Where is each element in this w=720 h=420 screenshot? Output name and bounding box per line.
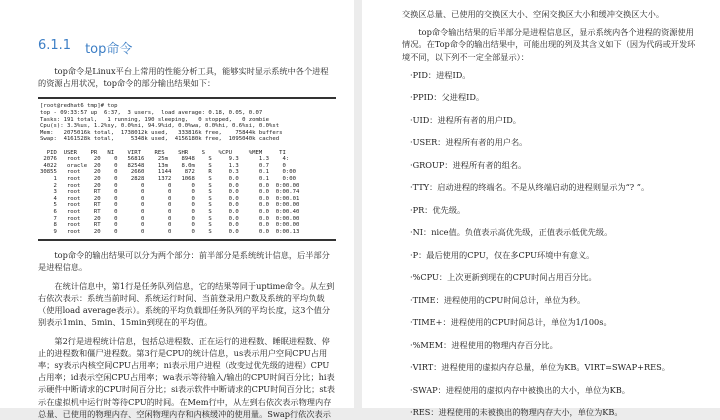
code-line: 6 root RT 0 0 0 0 S 0.0 0.0 0:00.40 [40, 208, 300, 215]
summary-paragraph: top命令的输出结果可以分为两个部分：前半部分是系统统计信息，后半部分是进程信息。 [38, 250, 330, 273]
code-line: [root@redhat6 tmp]# top [40, 103, 118, 110]
field-item: ·RES：进程使用的未被换出的物理内存大小，单位为KB。 [410, 407, 623, 418]
stats-description-paragraph: 在统计信息中，第1行是任务队列信息，它的结果等同于uptime命令。从左到右依次表示：系统当前时间、系统运行时间、当前登录用户数及系统的平均负载（使用load average表示）。系统的平均负载即任务队列的平均长度，这3个值分别表示1min、5min、15min到现在的平均值。 [38, 280, 335, 328]
field-item: ·PPID：父进程ID。 [410, 92, 485, 103]
section-title: top命令 [85, 42, 133, 57]
field-item: ·TTY：启动进程的终端名。不是从终端启动的进程则显示为“? ”。 [410, 182, 650, 193]
code-line: 5 root RT 0 0 0 0 S 0.0 0.0 0:00.00 [40, 202, 300, 209]
field-item: ·NI：nice值。负值表示高优先级，正值表示低优先级。 [410, 227, 613, 238]
code-line: PID USER PR NI VIRT RES SHR S %CPU %MEM TI [40, 149, 286, 156]
field-item: ·UID：进程所有者的用户ID。 [410, 114, 521, 125]
code-line: 2 root 20 0 0 0 0 S 0.0 0.0 0:00.00 [40, 182, 300, 189]
field-item: ·TIME：进程使用的CPU时间总计，单位为秒。 [410, 294, 586, 305]
section-number: 6.1.1 [38, 38, 72, 53]
code-line: Tasks: 191 total, 1 running, 190 sleeping, 0 stopped, 0 zombie [40, 116, 270, 123]
code-line [40, 143, 334, 150]
code-line: 30855 root 20 0 2660 1144 872 R 0.3 0.1 0:00 [40, 169, 296, 176]
field-item: ·GROUP：进程所有者的组名。 [410, 159, 527, 170]
field-item: ·PR：优先级。 [410, 204, 466, 215]
field-item: ·VIRT：进程使用的虚拟内存总量，单位为KB。VIRT=SWAP+RES。 [410, 362, 670, 373]
code-line: top - 09:33:57 up 6:37, 3 users, load average: 0.18, 0.05, 0.07 [40, 110, 263, 116]
code-line: 9 root 20 0 0 0 0 S 0.0 0.0 0:00.13 [40, 228, 300, 235]
field-item: ·%CPU：上次更新到现在的CPU时间占用百分比。 [410, 272, 597, 283]
code-line: 1 root 20 0 2828 1372 1068 S 0.0 0.1 0:00 [40, 175, 296, 182]
right-page [362, 0, 720, 418]
field-item: ·%MEM：进程使用的物理内存百分比。 [410, 339, 558, 350]
code-line: 8 root RT 0 0 0 0 S 0.0 0.0 0:00.00 [40, 222, 300, 229]
process-intro-paragraph: top命令输出结果的后半部分是进程信息区，显示系统内各个进程的资源使用情况。在Top命令的输出结果中，可能出现的列及其含义如下（因为代码或开发环境不同，以下列不一定全部显示）： [402, 27, 696, 62]
continuation-paragraph: 交换区总量、已使用的交换区大小、空闲交换区大小和缓冲交换区大小。 [402, 9, 665, 19]
field-item: ·SWAP：进程使用的虚拟内存中被换出的大小，单位为KB。 [410, 384, 630, 395]
section-heading [38, 38, 336, 57]
top-output-code-block [38, 97, 336, 241]
line2-description-paragraph: 第2行是进程统计信息，包括总进程数、正在运行的进程数、睡眠进程数、停止的进程数和僵尸进程数。第3行是CPU的统计信息，us表示用户空间CPU占用率；sy表示内核空间CPU占用率；ni表示用户进程（改变过优先级的进程）CPU占用率；id表示空闲CPU占用率；wa表示等待输入/输出的CPU时间百分比；hi表示硬件中断请求的CPU时间百分比；si表示软件中断请求的CPU时间百分比；st表示在虚拟机中运行时等待CPU的时间。在Mem行中，从左到右依次表示物理内存总量、已使用的物理内存、空闲物理内存和内核缓冲的使用量。Swap行依次表示 [38, 335, 335, 419]
code-line: 3 root RT 0 0 0 0 S 0.0 0.0 0:00.74 [40, 189, 300, 196]
intro-paragraph: top命令是Linux平台上常用的性能分析工具，能够实时显示系统中各个进程的资源占用状况，top命令的部分输出结果如下： [38, 66, 329, 89]
code-line: Cpu(s): 3.3%us, 1.2%sy, 0.0%ni, 94.9%id, 0.0%wa, 0.0%hi, 0.6%si, 0.0%st [40, 123, 280, 130]
code-line: Mem: 2075016k total, 1738012k used, 333816k free, 75844k buffers [40, 129, 283, 136]
code-line: 4022 oracle 20 0 82548 13m 8.0m S 1.3 0.7 0 [40, 162, 286, 169]
field-list [402, 69, 698, 419]
field-item: ·USER：进程所有者的用户名。 [410, 137, 528, 148]
field-item: ·P：最后使用的CPU，仅在多CPU环境中有意义。 [410, 249, 595, 260]
code-line: Swap: 4161528k total, 5348k used, 4156180k free, 1095040k cached [40, 136, 280, 143]
code-line: 4 root 20 0 0 0 0 S 0.0 0.0 0:00.01 [40, 195, 300, 202]
field-item: ·PID：进程ID。 [410, 69, 471, 80]
code-line: 7 root 20 0 0 0 0 S 0.0 0.0 0:00.00 [40, 215, 300, 222]
code-line: 2076 root 20 0 56816 25m 8948 S 9.3 1.3 4: [40, 156, 290, 163]
field-item: ·TIME+：进程使用的CPU时间总计，单位为1/100s。 [410, 317, 612, 328]
left-page [0, 0, 354, 419]
